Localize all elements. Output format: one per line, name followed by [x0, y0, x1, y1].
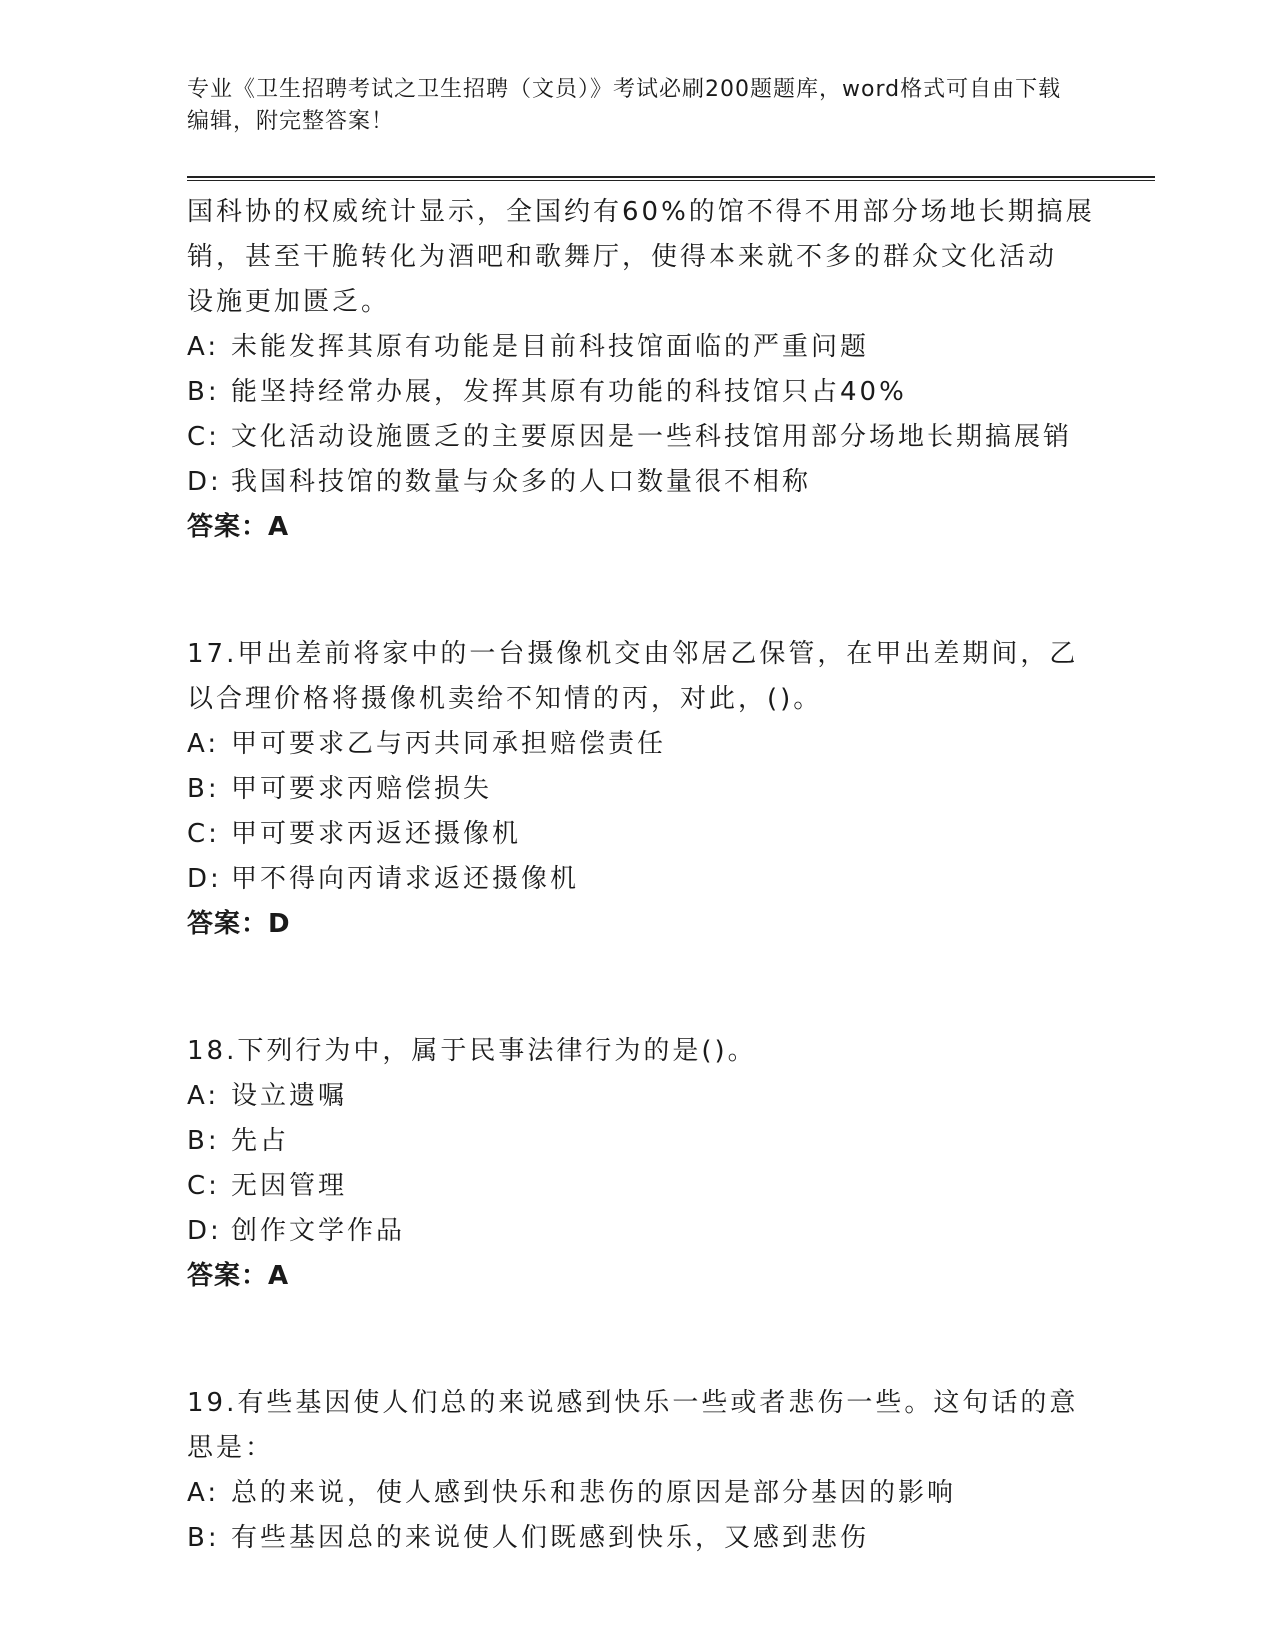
question-17 — [187, 632, 1087, 947]
option-a — [187, 722, 1087, 767]
answer-line: 答案：D — [187, 909, 291, 939]
document-header: 专业《卫生招聘考试之卫生招聘（文员）》考试必刷200题题库，word格式可自由下载编辑，附完整答案！ — [187, 77, 1062, 134]
question-19 — [187, 1381, 1087, 1561]
stem-line: 国科协的权威统计显示，全国约有60%的馆不得不用部分场地长期搞展 — [187, 197, 1095, 227]
option-key: B: — [187, 774, 220, 804]
option-text: 创作文学作品 — [231, 1216, 406, 1246]
option-text: 甲可要求丙赔偿损失 — [231, 774, 493, 804]
stem-line: 设施更加匮乏。 — [187, 287, 391, 317]
header-divider — [187, 176, 1155, 181]
option-text: 甲可要求乙与丙共同承担赔偿责任 — [231, 729, 667, 759]
option-text: 甲可要求丙返还摄像机 — [231, 819, 522, 849]
option-key: B: — [187, 1126, 220, 1156]
option-d — [187, 460, 1087, 505]
stem-line: 销，甚至干脆转化为酒吧和歌舞厅，使得本来就不多的群众文化活动 — [187, 242, 1058, 272]
stem-line: 思是： — [187, 1433, 275, 1463]
document-body — [187, 190, 1095, 1561]
option-key: A: — [187, 1081, 220, 1111]
stem-line: 19.有些基因使人们总的来说感到快乐一些或者悲伤一些。这句话的意 — [187, 1388, 1079, 1418]
spacer — [187, 947, 1087, 1029]
option-key: D: — [187, 1216, 222, 1246]
option-c — [187, 812, 1087, 857]
option-text: 无因管理 — [231, 1171, 348, 1201]
option-text: 能坚持经常办展，发挥其原有功能的科技馆只占40% — [231, 377, 907, 407]
option-text: 我国科技馆的数量与众多的人口数量很不相称 — [231, 467, 812, 497]
option-c — [187, 1164, 1087, 1209]
stem-line: 17.甲出差前将家中的一台摄像机交由邻居乙保管，在甲出差期间，乙 — [187, 639, 1079, 669]
stem-line: 以合理价格将摄像机卖给不知情的丙，对此，()。 — [187, 684, 823, 714]
option-text: 总的来说，使人感到快乐和悲伤的原因是部分基因的影响 — [231, 1478, 957, 1508]
option-key: B: — [187, 377, 220, 407]
option-b — [187, 767, 1087, 812]
option-key: A: — [187, 1478, 220, 1508]
option-d — [187, 1209, 1087, 1254]
option-d — [187, 857, 1087, 902]
spacer — [187, 550, 1087, 632]
option-key: B: — [187, 1523, 220, 1553]
option-key: C: — [187, 422, 220, 452]
option-a — [187, 325, 1087, 370]
option-key: A: — [187, 332, 220, 362]
answer-line: 答案：A — [187, 1261, 290, 1291]
option-c — [187, 415, 1087, 460]
option-key: A: — [187, 729, 220, 759]
question-continuation — [187, 190, 1095, 550]
option-text: 设立遗嘱 — [231, 1081, 348, 1111]
answer-line: 答案：A — [187, 512, 290, 542]
option-text: 文化活动设施匮乏的主要原因是一些科技馆用部分场地长期搞展销 — [231, 422, 1073, 452]
stem-line: 18.下列行为中，属于民事法律行为的是()。 — [187, 1036, 757, 1066]
option-text: 甲不得向丙请求返还摄像机 — [231, 864, 580, 894]
spacer — [187, 1299, 1087, 1381]
option-b — [187, 1119, 1087, 1164]
option-a — [187, 1074, 1087, 1119]
option-text: 有些基因总的来说使人们既感到快乐，又感到悲伤 — [231, 1523, 870, 1553]
option-key: C: — [187, 1171, 220, 1201]
option-b — [187, 1516, 1087, 1561]
option-key: D: — [187, 467, 222, 497]
question-18 — [187, 1029, 1087, 1299]
option-key: C: — [187, 819, 220, 849]
option-text: 先占 — [231, 1126, 290, 1156]
option-key: D: — [187, 864, 222, 894]
option-b — [187, 370, 1087, 415]
option-text: 未能发挥其原有功能是目前科技馆面临的严重问题 — [231, 332, 870, 362]
option-a — [187, 1471, 1087, 1516]
